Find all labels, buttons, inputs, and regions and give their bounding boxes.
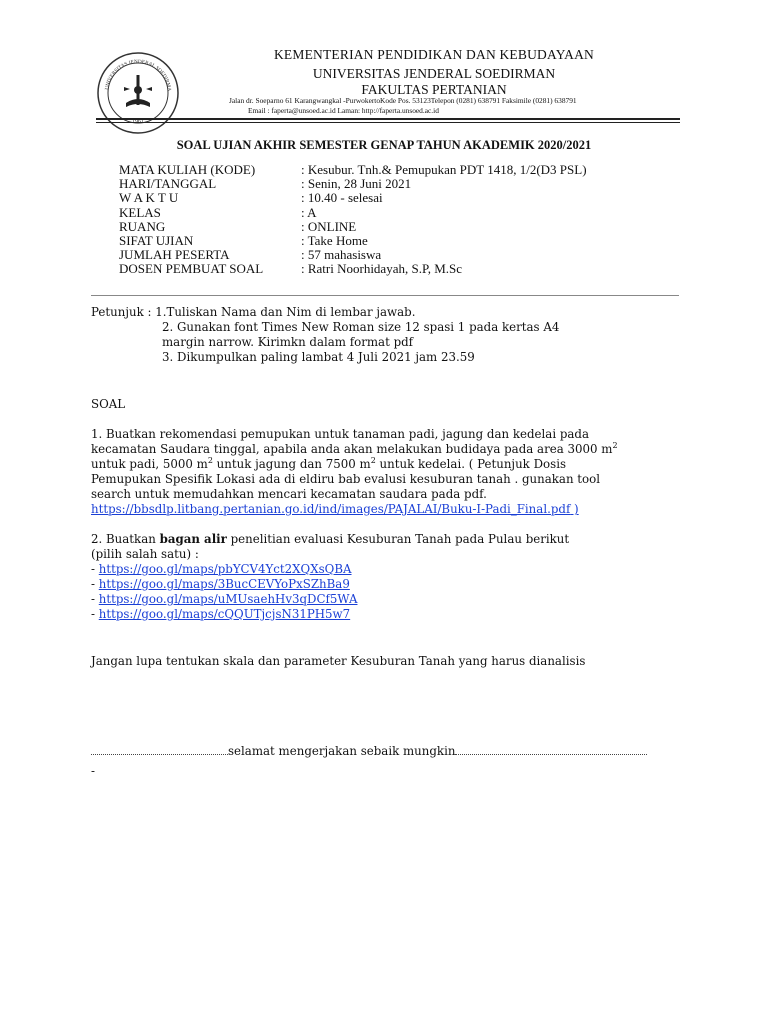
info-value: : ONLINE xyxy=(301,218,357,234)
exam-info-table xyxy=(119,163,587,277)
svg-text:UNIVERSITAS JENDERAL SOEDIRMAN: UNIVERSITAS JENDERAL SOEDIRMA xyxy=(104,58,172,92)
question-2-text xyxy=(91,532,569,547)
instruction-text: 2. Gunakan font Times New Roman size 12 spasi 1 pada kertas A4 xyxy=(162,320,560,334)
question-2-bold: bagan alir xyxy=(159,532,227,546)
info-row xyxy=(119,262,587,276)
question-2-segment: 2. Buatkan xyxy=(91,532,160,546)
map-link[interactable]: https://goo.gl/maps/pbYCV4Yct2XQXsQBA xyxy=(98,562,352,576)
info-value: : Ratri Noorhidayah, S.P, M.Sc xyxy=(301,261,463,277)
pdf-link[interactable]: https://bbsdlp.litbang.pertanian.go.id/ind/images/PAJALAI/Buku-I-Padi_Final.pdf xyxy=(91,502,571,516)
bullet-dash: - xyxy=(91,562,99,576)
exam-title: SOAL UJIAN AKHIR SEMESTER GENAP TAHUN AKADEMIK 2020/2021 xyxy=(176,138,592,152)
address-line: Jalan dr. Soeparno 61 Karangwangkal -PurwokertoKode Pos. 53123Telepon (0281) 638791 Faksimile (0281) 638791 xyxy=(229,96,577,105)
map-link-item xyxy=(91,562,352,577)
info-value: : 57 mahasiswa xyxy=(301,247,382,263)
closing-line xyxy=(91,744,647,759)
info-key: DOSEN PEMBUAT SOAL xyxy=(119,261,264,277)
info-row xyxy=(119,191,587,205)
question-1-text xyxy=(91,442,618,457)
header-rule-thin xyxy=(96,122,680,123)
question-2-text: (pilih salah satu) : xyxy=(91,547,199,561)
map-link[interactable]: https://goo.gl/maps/3BucCEVYoPxSZhBa9 xyxy=(98,577,350,591)
info-value: : A xyxy=(301,204,317,220)
superscript: 2 xyxy=(207,456,213,466)
info-value: : Take Home xyxy=(301,233,368,249)
info-key: JUMLAH PESERTA xyxy=(119,247,230,263)
map-link-item xyxy=(91,592,357,607)
dotted-leader xyxy=(455,744,647,755)
info-row xyxy=(119,206,587,220)
map-link-item xyxy=(91,577,350,592)
question-1-link-line xyxy=(91,502,579,517)
info-value: : Senin, 28 Juni 2021 xyxy=(301,176,412,192)
map-link-item xyxy=(91,607,350,622)
info-key: KELAS xyxy=(119,204,161,220)
info-key: MATA KULIAH (KODE) xyxy=(119,162,256,177)
info-row xyxy=(119,177,587,191)
section-divider xyxy=(91,295,679,296)
svg-text:1961: 1961 xyxy=(132,119,144,125)
instruction-text: 1.Tuliskan Nama dan Nim di lembar jawab. xyxy=(155,305,416,319)
question-1-text: 1. Buatkan rekomendasi pemupukan untuk tanaman padi, jagung dan kedelai pada xyxy=(91,427,590,441)
bullet-dash: - xyxy=(91,607,99,621)
link-close-paren: ) xyxy=(570,502,579,516)
ministry-name: KEMENTERIAN PENDIDIKAN DAN KEBUDAYAAN xyxy=(273,47,594,62)
superscript: 2 xyxy=(370,456,376,466)
header-rule xyxy=(96,118,680,120)
info-row xyxy=(119,248,587,262)
bullet-dash: - xyxy=(91,577,99,591)
info-key: HARI/TANGGAL xyxy=(119,176,217,192)
dotted-leader xyxy=(91,744,228,755)
question-2-segment: penelitian evaluasi Kesuburan Tanah pada Pulau berikut xyxy=(226,532,570,546)
info-key: SIFAT UJIAN xyxy=(119,233,194,249)
reminder-text: Jangan lupa tentukan skala dan parameter Kesuburan Tanah yang harus dianalisis xyxy=(91,654,586,668)
trailing-dash: - xyxy=(91,764,95,778)
faculty-name: FAKULTAS PERTANIAN xyxy=(361,82,507,97)
soal-heading: SOAL xyxy=(91,397,126,411)
question-1-text: Pemupukan Spesifik Lokasi ada di eldiru bab evalusi kesuburan tanah . gunakan tool xyxy=(91,472,601,486)
instruction-text: margin narrow. Kirimkn dalam format pdf xyxy=(162,335,414,349)
bullet-dash: - xyxy=(91,592,99,606)
question-1-segment: untuk padi, 5000 m xyxy=(91,457,208,471)
contact-line: Email : faperta@unsoed.ac.id Laman: http://faperta.unsoed.ac.id xyxy=(248,106,439,115)
question-1-segment: kecamatan Saudara tinggal, apabila anda akan melakukan budidaya pada area 3000 m xyxy=(91,442,613,456)
info-value: : Kesubur. Tnh.& Pemupukan PDT 1418, 1/2(D3 PSL) xyxy=(301,162,587,177)
info-key: W A K T U xyxy=(119,190,179,206)
question-1-text xyxy=(91,457,566,472)
info-row xyxy=(119,234,587,248)
closing-text: selamat mengerjakan sebaik mungkin xyxy=(228,744,456,758)
info-row xyxy=(119,163,587,177)
university-name: UNIVERSITAS JENDERAL SOEDIRMAN xyxy=(312,66,556,81)
instructions-line-1 xyxy=(91,305,415,320)
question-1-text: search untuk memudahkan mencari kecamatan saudara pada pdf. xyxy=(91,487,487,501)
info-row xyxy=(119,220,587,234)
info-key: RUANG xyxy=(119,218,166,234)
question-1-segment: ( Petunjuk Dosis xyxy=(468,457,567,471)
map-link[interactable]: https://goo.gl/maps/cQQUTjcjsN31PH5w7 xyxy=(98,607,351,621)
question-1-segment: untuk jagung dan 7500 m xyxy=(212,457,371,471)
instruction-text: 3. Dikumpulkan paling lambat 4 Juli 2021 jam 23.59 xyxy=(162,350,475,364)
instructions-label: Petunjuk : xyxy=(91,305,156,319)
superscript: 2 xyxy=(612,441,618,451)
map-link[interactable]: https://goo.gl/maps/uMUsaehHv3qDCf5WA xyxy=(98,592,358,606)
info-value: : 10.40 - selesai xyxy=(301,190,383,206)
question-1-segment: untuk kedelai. xyxy=(375,457,469,471)
